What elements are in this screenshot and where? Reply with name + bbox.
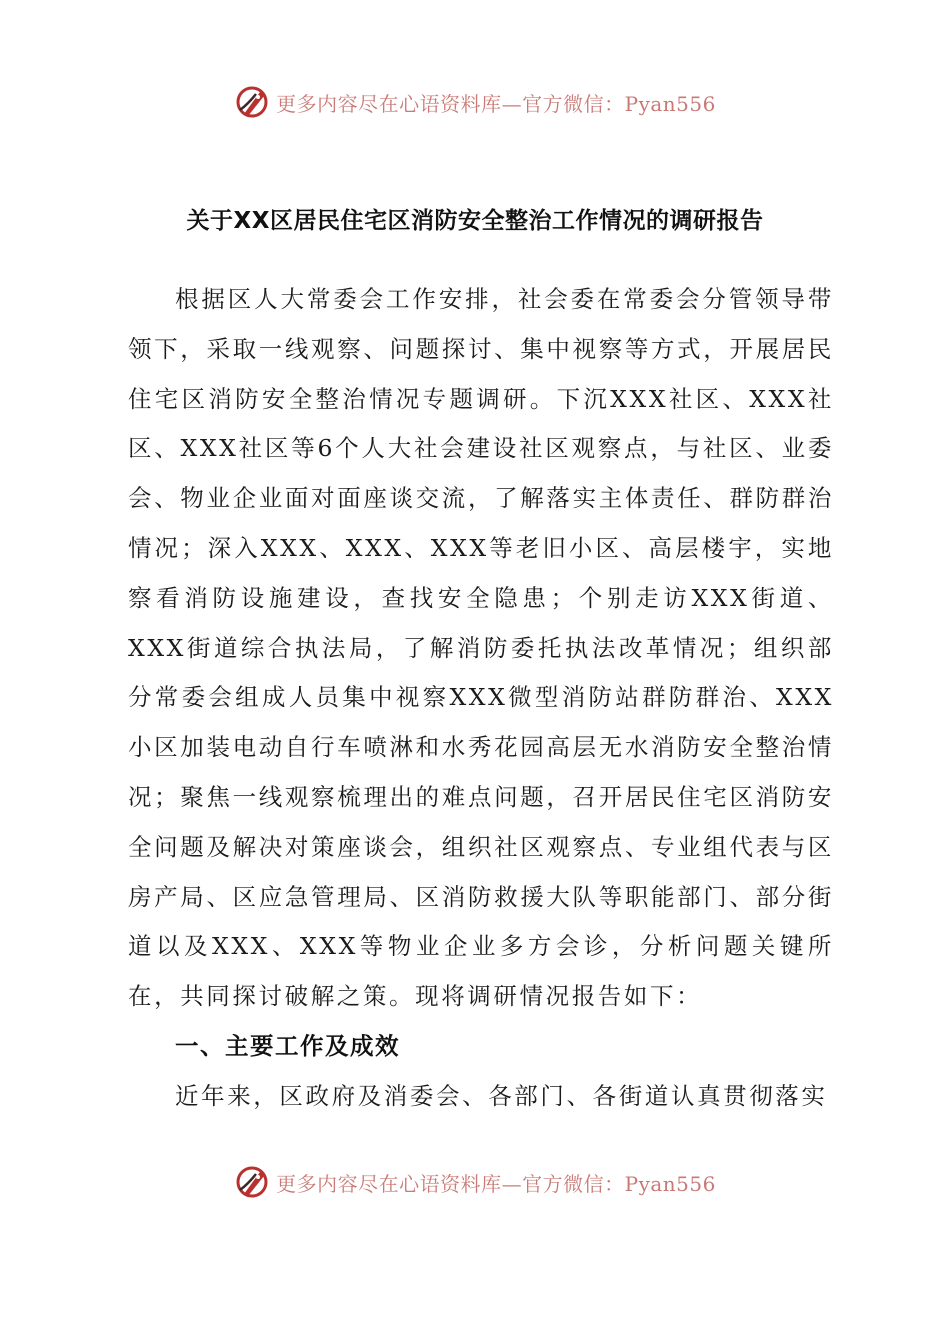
footer-banner-text: 更多内容尽在心语资料库—官方微信：Pyan556	[276, 1171, 716, 1196]
header-banner	[0, 82, 950, 122]
paragraph-section-1: 近年来，区政府及消委会、各部门、各街道认真贯彻落实	[175, 1081, 828, 1110]
document-title: 关于XX区居民住宅区消防安全整治工作情况的调研报告	[186, 208, 764, 234]
section-heading-main-work: 一、主要工作及成效	[175, 1031, 400, 1060]
paragraph-intro: 根据区人大常委会工作安排，社会委在常委会分管领导带领下，采取一线观察、问题探讨、集中视察等方式，开展居民住宅区消防安全整治情况专题调研。下沉XXX社区、XXX社区、XXX社区等6个人大社会建设社区观察点，与社区、业委会、物业企业面对面座谈交流，了解落实主体责任、群防群治情况；深入XXX、XXX、XXX等老旧小区、高层楼宇，实地察看消防设施建设，查找安全隐患；个别走访XXX街道、XXX街道综合执法局，了解消防委托执法改革情况；组织部分常委会组成人员集中视察XXX微型消防站群防群治、XXX小区加装电动自行车喷淋和水秀花园高层无水消防安全整治情况；聚焦一线观察梳理出的难点问题，召开居民住宅区消防安全问题及解决对策座谈会，组织社区观察点、专业组代表与区房产局、区应急管理局、区消防救援大队等职能部门、部分街道以及XXX、XXX等物业企业多方会诊，分析问题关键所在，共同探讨破解之策。现将调研情况报告如下：	[128, 285, 834, 1011]
footer-banner	[0, 1162, 950, 1202]
header-banner-text: 更多内容尽在心语资料库—官方微信：Pyan556	[276, 91, 716, 116]
document-body	[128, 275, 834, 1122]
pen-nib-logo-icon	[234, 1164, 270, 1200]
pen-nib-logo-icon	[234, 84, 270, 120]
